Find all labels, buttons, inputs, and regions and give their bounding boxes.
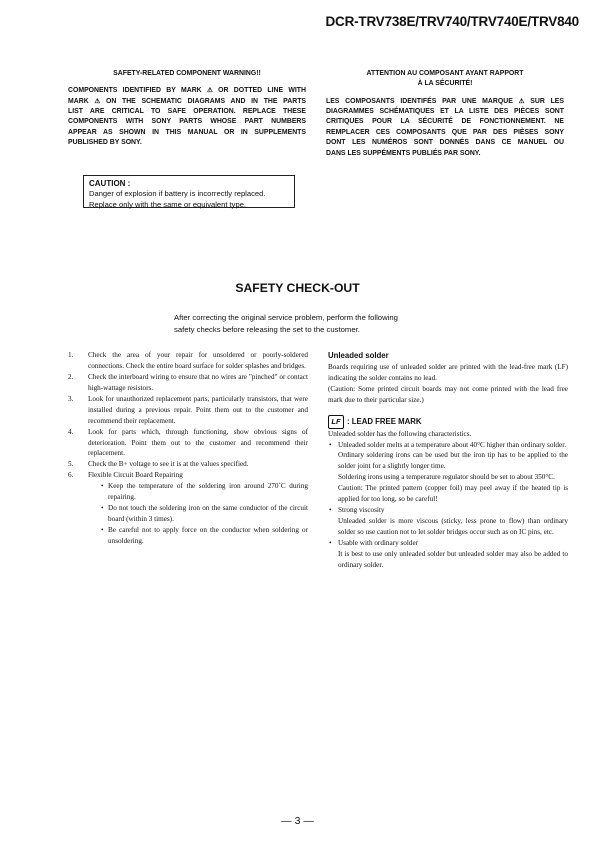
list-item [328,505,568,538]
item-text: Look for unauthorized replacement parts, particularly transistors, that were installed during a previous repair. Point them out to the customer and recommend their replacement. [88,394,308,425]
item-text: Flexible Circuit Board Repairing [88,471,183,480]
item-text: Look for parts which, through functioning, show obvious signs of deterioration. Point them out to the customer and recommend their replacement. [88,427,308,458]
warning-line: MARK [68,97,89,105]
sub-item-text: Keep the temperature of the soldering iron around 270˚C during repairing. [108,482,308,502]
list-item [68,427,308,460]
bullet-icon: • [101,482,104,491]
bullet-icon: • [329,538,332,547]
bullet-text: Usable with ordinary solder [338,538,419,547]
unleaded-paragraph: Boards requiring use of unleaded solder are printed with the lead-free mark (LF) indicating the solder contains no lead. [328,362,568,382]
warning-title-line: À LA SÉCURITÉ! [417,80,473,88]
bullet-icon: • [101,504,104,513]
lead-free-mark-heading [328,415,568,429]
warning-title-line: ATTENTION AU COMPOSANT AYANT RAPPORT [366,70,524,77]
warning-title: SAFETY-RELATED COMPONENT WARNING!! [113,70,261,77]
lead-free-mark-label: : LEAD FREE MARK [347,416,422,426]
warning-line: DANS LES SUPPÉMENTS PUBLIÉS PAR SONY. [326,149,481,157]
sub-item-text: Be careful not to apply force on the conductor when soldering or unsoldering. [108,526,308,545]
item-text: Check the B+ voltage to see it is at the values specified. [88,460,249,469]
unleaded-heading: Unleaded solder [328,351,389,360]
bullet-icon: • [329,506,332,515]
sub-list-item [88,525,308,547]
bullet-text: Strong viscosity [338,506,385,515]
item-number: 6. [68,471,74,480]
unleaded-paragraph: (Caution: Some printed circuit boards may not come printed with the lead free mark due to their particular size.) [328,384,568,404]
section-title: SAFETY CHECK-OUT [235,281,360,295]
warning-line: SUR LES [530,97,564,105]
document-model-header: DCR-TRV738E/TRV740/TRV740E/TRV840 [325,14,579,29]
item-text: Check the area of your repair for unsoldered or poorly-soldered connections. Check the entire board surface for solder splashes and bridges. [88,351,308,370]
unleaded-solder-section [328,350,568,571]
bullet-icon: • [329,440,332,449]
characteristics-list [328,440,568,571]
warning-line: CRITIQUES POUR LA SÉCURITÉ DE FONCTIONNEMENT. NE [326,118,564,126]
list-item [328,538,568,571]
item-text: Check the interboard wiring to ensure that no wires are "pinched" or contact high-wattage resistors. [88,372,308,392]
safety-warning-english [68,69,306,149]
bullet-text: Soldering irons using a temperature regulator should be set to about 350°C. [338,473,555,482]
bullet-icon: • [101,526,104,534]
warning-line: ON THE SCHEMATIC DIAGRAMS AND IN THE PARTS [105,97,306,105]
list-item [68,459,308,470]
warning-line: OR DOTTED LINE WITH [218,87,306,95]
sub-item-text: Do not touch the soldering iron on the same conductor of the circuit board (within 3 times). [108,504,308,524]
warning-triangle-icon: ⚠ [518,97,525,105]
warning-line: APPEAR AS SHOWN IN THIS MANUAL OR IN SUPPLEMENTS [68,128,306,136]
warning-line: DONT LES NUMÉROS SONT DONNÉS DANS CE MANUEL OU [326,139,564,147]
intro-line: safety checks before releasing the set to the customer. [174,325,360,335]
bullet-text: It is best to use only unleaded solder but unleaded solder may also be added to ordinary solder. [338,549,568,569]
sub-list-item [88,503,308,525]
warning-body-fr [326,97,564,159]
warning-line: LIST ARE CRITICAL TO SAFE OPERATION. REPLACE THESE [68,108,306,116]
warning-line: PUBLISHED BY SONY. [68,139,142,147]
page-number: — 3 — [281,815,314,827]
intro-text [174,312,434,337]
bullet-text: Caution: The printed pattern (copper foil) may peel away if the heated tip is applied for too long, so be careful! [338,484,568,504]
caution-line: Danger of explosion if battery is incorrectly replaced. [89,189,266,199]
caution-line: Replace only with the same or equivalent type. [89,199,247,209]
warning-line: COMPONENTS IDENTIFIED BY MARK [68,87,202,95]
warning-line: LES COMPOSANTS IDENTIFÉS PAR UNE MARQUE [326,97,513,105]
item-number: 4. [68,427,74,436]
safety-checklist [68,350,308,547]
lead-free-intro: Unleaded solder has the following characteristics. [328,429,472,438]
bullet-text: Unleaded solder melts at a temperature about 40°C higher than ordinary solder. [338,440,567,449]
list-item [328,440,568,506]
item-number: 1. [68,351,74,359]
list-item [68,350,308,372]
caution-box [83,175,295,208]
intro-line: After correcting the original service problem, perform the following [174,313,398,322]
bullet-text: Unleaded solder is more viscous (sticky, less prone to flow) than ordinary solder so use caution not to let solder bridges occur such as on IC pins, etc. [338,517,568,537]
warning-line: DIAGRAMMES SCHÉMATIQUES ET LA LISTE DES PIÈCES SONT [326,108,564,116]
bullet-text: Ordinary soldering irons can be used but the iron tip has to be applied to the solder joint for a slightly longer time. [338,451,568,471]
warning-body [68,86,306,148]
list-item [68,372,308,394]
warning-line: REMPLACER CES COMPOSANTS QUE PAR DES PIÈSES SONY [326,128,564,136]
item-number: 2. [68,372,74,381]
list-item [68,470,308,547]
warning-triangle-icon: ⚠ [206,87,213,95]
caution-title: CAUTION : [89,179,131,188]
sub-list [88,481,308,547]
warning-triangle-icon: ⚠ [94,97,101,105]
sub-list-item [88,481,308,503]
item-number: 5. [68,460,74,469]
warning-line: COMPONENTS WITH SONY PARTS WHOSE PART NUMBERS [68,118,306,126]
warning-title-fr [326,69,564,90]
safety-warning-french [326,69,564,159]
list-item [68,394,308,427]
lead-free-mark-icon: LF [328,415,344,429]
item-number: 3. [68,394,74,403]
